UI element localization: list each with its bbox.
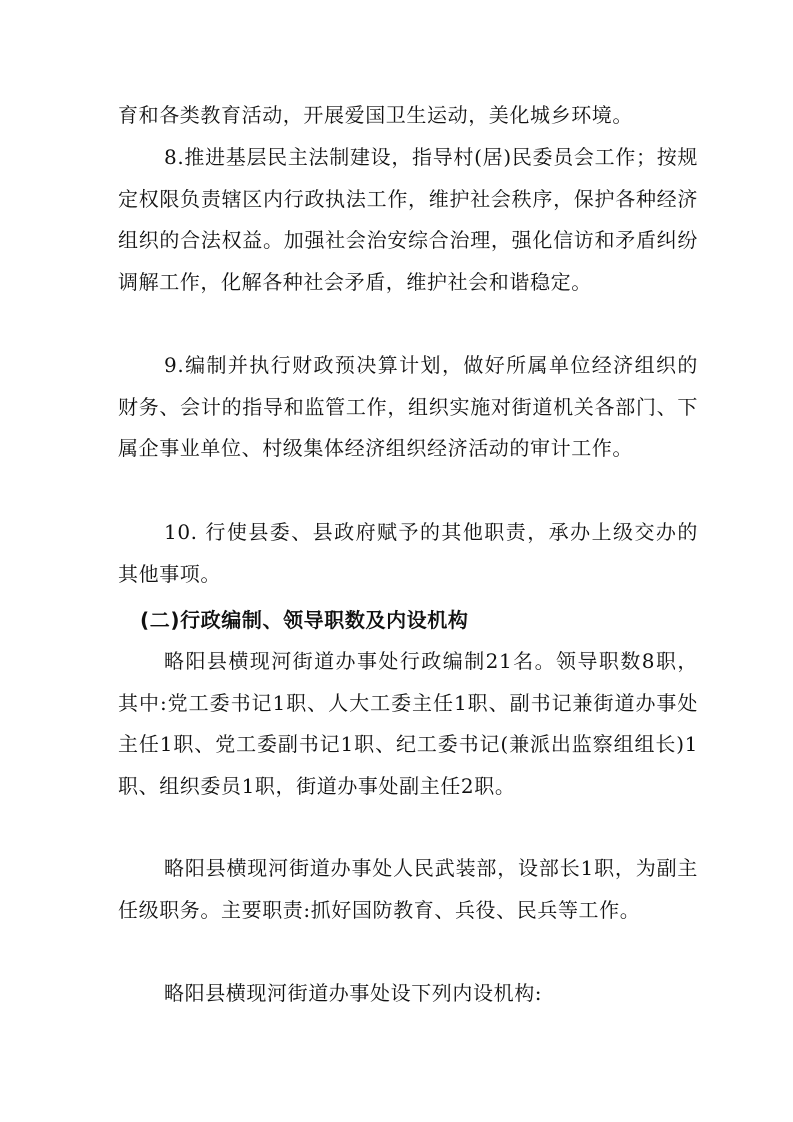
paragraph-armed-forces-department: 略阳县横现河街道办事处人民武装部，设部长1职，为副主任级职务。主要职责:抓好国防教育、兵役、民兵等工作。 bbox=[118, 856, 698, 922]
paragraph-item-8: 8.推进基层民主法制建设，指导村(居)民委员会工作；按规定权限负责辖区内行政执法工作，维护社会秩序，保护各种经济组织的合法权益。加强社会治安综合治理，强化信访和矛盾纠纷调解工作，化解各种社会矛盾，维护社会和谐稳定。 bbox=[118, 145, 698, 294]
paragraph-internal-bodies: 略阳县横现河街道办事处设下列内设机构: bbox=[164, 981, 543, 1005]
paragraph-item-10: 10. 行使县委、县政府赋予的其他职责，承办上级交办的其他事项。 bbox=[118, 520, 698, 586]
section-heading: (二)行政编制、领导职数及内设机构 bbox=[140, 608, 469, 632]
paragraph-staffing: 略阳县横现河街道办事处行政编制21名。领导职数8职，其中:党工委书记1职、人大工委主任1职、副书记兼街道办事处主任1职、党工委副书记1职、纪工委书记(兼派出监察组组长)1职、组织委员1职，街道办事处副主任2职。 bbox=[118, 649, 698, 798]
paragraph-continuation: 育和各类教育活动，开展爱国卫生运动，美化城乡环境。 bbox=[118, 103, 633, 127]
paragraph-item-9: 9.编制并执行财政预决算计划，做好所属单位经济组织的财务、会计的指导和监管工作，组织实施对街道机关各部门、下属企事业单位、村级集体经济组织经济活动的审计工作。 bbox=[118, 353, 698, 461]
